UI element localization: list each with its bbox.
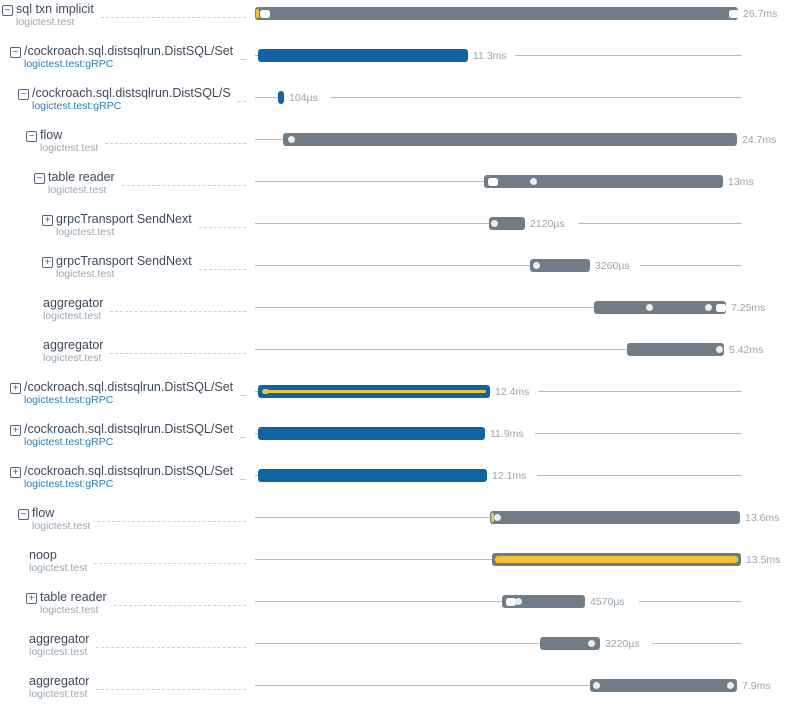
span-label-text	[48, 171, 115, 210]
span-title: aggregator	[43, 339, 104, 352]
span-subtitle: logictest.test	[29, 646, 88, 658]
span-timeline	[252, 672, 786, 714]
span-subtitle: logictest.test:gRPC	[24, 478, 114, 490]
span-label[interactable]	[0, 252, 192, 294]
span-duration: 24.7ms	[742, 134, 777, 146]
span-row	[0, 294, 786, 336]
span-bar[interactable]	[484, 175, 723, 188]
span-title: table reader	[48, 171, 115, 184]
span-bar[interactable]	[258, 427, 485, 440]
span-row	[0, 210, 786, 252]
span-subtitle: logictest.test:gRPC	[24, 58, 114, 70]
span-label-text	[29, 633, 89, 672]
span-bar[interactable]	[489, 217, 525, 230]
leader-dashed-line	[96, 689, 246, 690]
leader-dashed-line	[238, 101, 246, 102]
span-duration: 11.3ms	[473, 50, 507, 62]
span-title: /cockroach.sql.distsqlrun.DistSQL/Set	[24, 423, 233, 436]
leader-dashed-line	[105, 143, 246, 144]
leader-dashed-line	[97, 521, 246, 522]
event-marker[interactable]	[533, 262, 540, 269]
event-marker[interactable]	[593, 682, 600, 689]
span-bar[interactable]	[278, 91, 284, 104]
span-duration: 5.42ms	[729, 344, 764, 356]
span-timeline	[252, 462, 786, 504]
event-marker[interactable]	[263, 389, 268, 394]
span-timeline	[252, 336, 786, 378]
collapse-icon[interactable]: −	[34, 173, 45, 184]
span-title: grpcTransport SendNext	[56, 255, 192, 268]
span-duration: 13.5ms	[746, 554, 781, 566]
timeline-line-before	[255, 601, 502, 602]
event-marker[interactable]	[705, 304, 712, 311]
span-row	[0, 504, 786, 546]
span-duration: 11.9ms	[490, 428, 524, 440]
span-label-text	[32, 507, 90, 546]
span-bar[interactable]	[530, 259, 590, 272]
leader-dashed-line	[240, 479, 246, 480]
span-timeline	[252, 420, 786, 462]
span-duration: 2120µs	[530, 218, 565, 230]
span-subtitle: logictest.test:gRPC	[24, 436, 114, 448]
span-title: /cockroach.sql.distsqlrun.DistSQL/Set	[24, 381, 233, 394]
span-label[interactable]	[0, 672, 89, 714]
span-timeline	[252, 84, 786, 126]
span-label-text	[29, 549, 87, 588]
span-bar[interactable]	[258, 469, 487, 482]
leader-dashed-line	[96, 647, 246, 648]
span-title: /cockroach.sql.distsqlrun.DistSQL/Set	[24, 465, 233, 478]
span-duration: 7.9ms	[742, 680, 771, 692]
span-row	[0, 462, 786, 504]
span-duration: 26.7ms	[743, 8, 778, 20]
span-label-text	[24, 45, 233, 84]
event-marker[interactable]	[727, 682, 734, 689]
span-timeline	[252, 630, 786, 672]
timeline-line-after	[537, 475, 742, 476]
event-marker[interactable]	[494, 514, 501, 521]
span-label[interactable]	[0, 336, 103, 378]
span-row	[0, 378, 786, 420]
span-title: /cockroach.sql.distsqlrun.DistSQL/S	[32, 87, 231, 100]
timeline-line-after	[535, 433, 742, 434]
span-title: noop	[29, 549, 57, 562]
event-marker[interactable]	[646, 304, 653, 311]
timeline-line-before	[255, 265, 530, 266]
span-timeline	[252, 42, 786, 84]
span-label[interactable]	[0, 546, 87, 588]
span-timeline	[252, 126, 786, 168]
timeline-line-before	[255, 139, 283, 140]
span-label-text	[32, 87, 231, 126]
timeline-line-before	[255, 307, 594, 308]
span-label[interactable]	[0, 294, 103, 336]
span-subtitle: logictest.test	[43, 310, 102, 322]
yellow-start-tick	[256, 9, 259, 18]
span-bar[interactable]	[283, 133, 737, 146]
span-duration: 4570µs	[590, 596, 625, 608]
timeline-line-before	[255, 223, 489, 224]
span-label-text	[56, 255, 192, 294]
span-row	[0, 630, 786, 672]
span-row	[0, 126, 786, 168]
span-row	[0, 42, 786, 84]
timeline-line-before	[255, 643, 540, 644]
span-timeline	[252, 546, 786, 588]
event-marker[interactable]	[716, 346, 723, 353]
span-timeline	[252, 504, 786, 546]
span-label-text	[40, 591, 107, 630]
timeline-line-before	[255, 559, 492, 560]
span-subtitle: logictest.test	[56, 268, 115, 280]
leader-dashed-line	[122, 185, 246, 186]
span-subtitle: logictest.test	[16, 16, 75, 28]
span-bar[interactable]	[258, 49, 468, 62]
timeline-line-before	[255, 349, 627, 350]
span-subtitle: logictest.test:gRPC	[24, 394, 114, 406]
span-duration: 104µs	[289, 92, 318, 104]
span-bar[interactable]	[590, 679, 737, 692]
span-label-text	[56, 213, 192, 252]
span-label[interactable]	[0, 0, 94, 42]
event-marker[interactable]	[716, 304, 726, 312]
span-label-text	[16, 3, 94, 42]
collapse-icon[interactable]: −	[18, 509, 29, 520]
span-bar[interactable]	[627, 343, 724, 356]
timeline-line-after	[515, 55, 742, 56]
event-marker[interactable]	[260, 10, 270, 18]
span-label[interactable]	[0, 168, 115, 210]
span-subtitle: logictest.test	[29, 688, 88, 700]
span-title: aggregator	[43, 297, 104, 310]
span-label-text	[43, 339, 103, 378]
event-marker[interactable]	[588, 640, 595, 647]
timeline-line-before	[255, 685, 590, 686]
span-label[interactable]	[0, 630, 89, 672]
event-marker[interactable]	[515, 598, 522, 605]
span-timeline	[252, 252, 786, 294]
span-timeline	[252, 0, 786, 42]
span-subtitle: logictest.test	[32, 520, 91, 532]
span-row	[0, 84, 786, 126]
event-marker[interactable]	[729, 10, 739, 18]
span-title: aggregator	[29, 633, 90, 646]
leader-dashed-line	[240, 395, 246, 396]
timeline-line-before	[255, 97, 278, 98]
timeline-line-after	[639, 601, 742, 602]
span-timeline	[252, 588, 786, 630]
span-row	[0, 252, 786, 294]
span-duration: 12.1ms	[492, 470, 527, 482]
expand-icon[interactable]: +	[10, 467, 21, 478]
span-subtitle: logictest.test	[48, 184, 107, 196]
span-title: /cockroach.sql.distsqlrun.DistSQL/Set	[24, 45, 233, 58]
expand-icon[interactable]: +	[42, 257, 53, 268]
span-label-text	[24, 381, 233, 420]
span-label-text	[24, 423, 233, 462]
span-subtitle: logictest.test	[40, 142, 99, 154]
span-timeline	[252, 378, 786, 420]
span-row	[0, 420, 786, 462]
expand-icon[interactable]: +	[42, 215, 53, 226]
event-marker[interactable]	[488, 178, 498, 186]
leader-dashed-line	[199, 269, 246, 270]
leader-dashed-line	[240, 59, 246, 60]
span-row	[0, 336, 786, 378]
span-label[interactable]	[0, 84, 231, 126]
span-label[interactable]	[0, 504, 90, 546]
span-title: flow	[40, 129, 63, 142]
span-duration: 7.25ms	[731, 302, 766, 314]
collapse-icon[interactable]: −	[2, 5, 13, 16]
collapse-icon[interactable]: −	[18, 89, 29, 100]
span-bar[interactable]	[255, 7, 738, 20]
timeline-line-after	[578, 223, 742, 224]
yellow-stripe	[262, 390, 486, 393]
yellow-stripe	[495, 556, 738, 563]
span-bar[interactable]	[540, 637, 600, 650]
timeline-line-before	[255, 517, 490, 518]
leader-dashed-line	[110, 311, 246, 312]
event-marker[interactable]	[530, 178, 537, 185]
leader-dashed-line	[110, 353, 246, 354]
leader-dashed-line	[101, 17, 246, 18]
span-label[interactable]	[0, 420, 233, 462]
span-row	[0, 546, 786, 588]
span-title: sql txn implicit	[16, 3, 94, 16]
leader-dashed-line	[199, 227, 246, 228]
span-label-text	[29, 675, 89, 714]
span-label[interactable]	[0, 378, 233, 420]
span-bar[interactable]	[258, 385, 490, 398]
timeline-line-after	[538, 391, 742, 392]
expand-icon[interactable]: +	[10, 383, 21, 394]
span-label[interactable]	[0, 126, 98, 168]
span-title: table reader	[40, 591, 107, 604]
span-subtitle: logictest.test	[40, 604, 99, 616]
span-label[interactable]	[0, 42, 233, 84]
span-duration: 3220µs	[605, 638, 640, 650]
event-marker[interactable]	[288, 136, 295, 143]
timeline-line-after	[652, 643, 742, 644]
span-timeline	[252, 210, 786, 252]
collapse-icon[interactable]: −	[26, 131, 37, 142]
span-label[interactable]	[0, 588, 107, 630]
span-title: grpcTransport SendNext	[56, 213, 192, 226]
expand-icon[interactable]: +	[26, 593, 37, 604]
span-bar[interactable]	[502, 595, 585, 608]
span-row	[0, 588, 786, 630]
event-marker[interactable]	[491, 220, 498, 227]
collapse-icon[interactable]: −	[10, 47, 21, 58]
span-row	[0, 0, 786, 42]
span-duration: 13.6ms	[745, 512, 780, 524]
expand-icon[interactable]: +	[10, 425, 21, 436]
span-row	[0, 672, 786, 714]
span-title: flow	[32, 507, 55, 520]
timeline-line-after	[640, 265, 742, 266]
span-subtitle: logictest.test	[29, 562, 88, 574]
span-row	[0, 168, 786, 210]
span-label-text	[43, 297, 103, 336]
span-label[interactable]	[0, 462, 233, 504]
span-duration: 3260µs	[595, 260, 630, 272]
span-title: aggregator	[29, 675, 90, 688]
span-subtitle: logictest.test:gRPC	[32, 100, 122, 112]
leader-dashed-line	[240, 437, 246, 438]
span-duration: 12.4ms	[495, 386, 530, 398]
leader-dashed-line	[114, 605, 246, 606]
timeline-line-before	[255, 181, 484, 182]
span-bar[interactable]	[594, 301, 726, 314]
span-label-text	[24, 465, 233, 504]
span-subtitle: logictest.test	[56, 226, 115, 238]
span-label-text	[40, 129, 98, 168]
span-bar[interactable]	[492, 553, 741, 566]
span-duration: 13ms	[728, 176, 754, 188]
span-label[interactable]	[0, 210, 192, 252]
span-timeline	[252, 168, 786, 210]
leader-dashed-line	[94, 563, 246, 564]
span-bar[interactable]	[490, 511, 740, 524]
span-timeline	[252, 294, 786, 336]
span-subtitle: logictest.test	[43, 352, 102, 364]
timeline-line-after	[330, 97, 742, 98]
